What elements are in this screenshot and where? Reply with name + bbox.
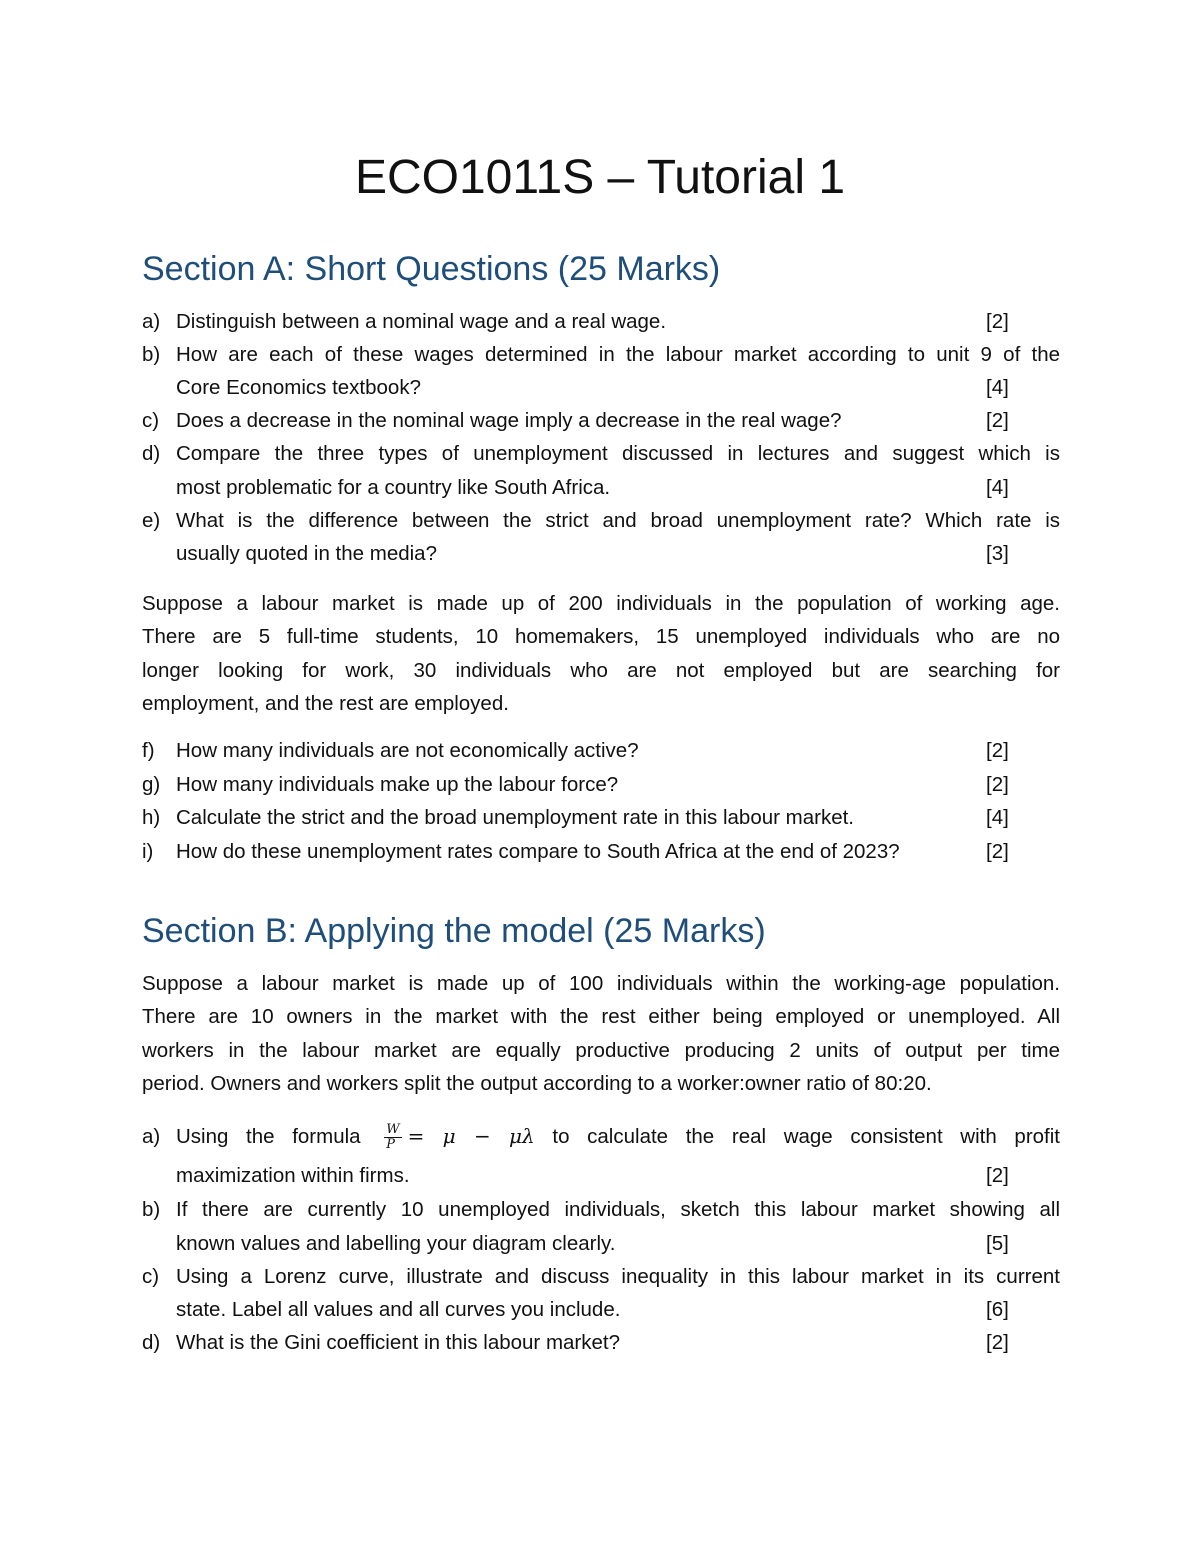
question-label: d): [142, 1331, 161, 1354]
question-text: How many individuals make up the labour force?: [176, 773, 619, 796]
question-text-continued: maximization within firms.: [176, 1164, 410, 1187]
question-text-continued: Core Economics textbook?: [176, 376, 421, 399]
question-label: f): [142, 739, 155, 762]
fraction-numerator: W: [386, 1122, 400, 1138]
scenario-line: longer looking for work, 30 individuals who are not employed but are searching for: [142, 658, 1060, 682]
question-text-continued: most problematic for a country like South Africa.: [176, 476, 611, 499]
question-label: a): [142, 1125, 161, 1148]
section-a-heading: Section A: Short Questions (25 Marks): [142, 250, 721, 288]
question-text: What is the Gini coefficient in this labour market?: [176, 1331, 620, 1354]
scenario-line: Suppose a labour market is made up of 200 individuals in the population of working age.: [142, 592, 1060, 615]
question-marks: [3]: [986, 542, 1009, 565]
question-text: If there are currently 10 unemployed individuals, sketch this labour market showing all: [176, 1198, 1060, 1221]
question-text: Using the formula: [176, 1125, 361, 1148]
question-marks: [2]: [986, 310, 1009, 333]
scenario-line: There are 5 full-time students, 10 homemakers, 15 unemployed individuals who are no: [142, 625, 1060, 649]
question-marks: [5]: [986, 1232, 1009, 1255]
scenario-line: Suppose a labour market is made up of 100 individuals within the working-age population.: [142, 972, 1060, 995]
question-text-continued: usually quoted in the media?: [176, 542, 437, 565]
question-marks: [2]: [986, 773, 1009, 796]
question-label: i): [142, 840, 154, 863]
question-label: d): [142, 442, 161, 465]
document-title: ECO1011S – Tutorial 1: [354, 151, 846, 204]
question-marks: [2]: [986, 1331, 1009, 1354]
question-label: a): [142, 310, 161, 333]
question-marks: [4]: [986, 376, 1009, 399]
question-text-continued: state. Label all values and all curves you include.: [176, 1298, 621, 1321]
question-marks: [2]: [986, 1164, 1009, 1187]
formula-rhs: = μ − μλ: [407, 1124, 535, 1148]
question-marks: [4]: [986, 476, 1009, 499]
question-marks: [4]: [986, 806, 1009, 829]
scenario-line: workers in the labour market are equally productive producing 2 units of output per time: [142, 1038, 1060, 1062]
question-text: How are each of these wages determined in the labour market according to unit 9 of the: [176, 343, 1060, 366]
section-a-scenario: [142, 587, 1060, 720]
section-b-scenario: [142, 967, 1060, 1100]
section-b-heading: Section B: Applying the model (25 Marks): [142, 912, 766, 950]
question-text: What is the difference between the strict and broad unemployment rate? Which rate is: [176, 509, 1060, 532]
question-text: How do these unemployment rates compare to South Africa at the end of 2023?: [176, 840, 900, 863]
fraction-denominator: P: [386, 1137, 395, 1153]
question-text: Distinguish between a nominal wage and a real wage.: [176, 310, 667, 333]
scenario-line: employment, and the rest are employed.: [142, 691, 509, 715]
question-marks: [2]: [986, 739, 1009, 762]
question-text: Compare the three types of unemployment discussed in lectures and suggest which is: [176, 442, 1060, 465]
question-text: Using a Lorenz curve, illustrate and discuss inequality in this labour market in its current: [176, 1265, 1060, 1288]
scenario-line: There are 10 owners in the market with the rest either being employed or unemployed. All: [142, 1005, 1060, 1029]
question-label: c): [142, 1265, 160, 1288]
question-label: b): [142, 1198, 161, 1221]
question-label: h): [142, 806, 161, 829]
question-text: How many individuals are not economically active?: [176, 739, 639, 762]
question-marks: [2]: [986, 840, 1009, 863]
scenario-line: period. Owners and workers split the output according to a worker:owner ratio of 80:20.: [142, 1071, 932, 1095]
question-text-formula-line: [176, 1116, 1060, 1157]
question-text-continued: known values and labelling your diagram clearly.: [176, 1232, 616, 1255]
question-label: b): [142, 343, 161, 366]
real-wage-fraction: [384, 1123, 401, 1152]
question-label: g): [142, 773, 161, 796]
question-label: e): [142, 509, 161, 532]
question-marks: [6]: [986, 1298, 1009, 1321]
question-text: Does a decrease in the nominal wage imply a decrease in the real wage?: [176, 409, 842, 432]
question-marks: [2]: [986, 409, 1009, 432]
question-text: Calculate the strict and the broad unemployment rate in this labour market.: [176, 806, 854, 829]
question-label: c): [142, 409, 160, 432]
question-text: to calculate the real wage consistent with profit: [552, 1125, 1060, 1148]
